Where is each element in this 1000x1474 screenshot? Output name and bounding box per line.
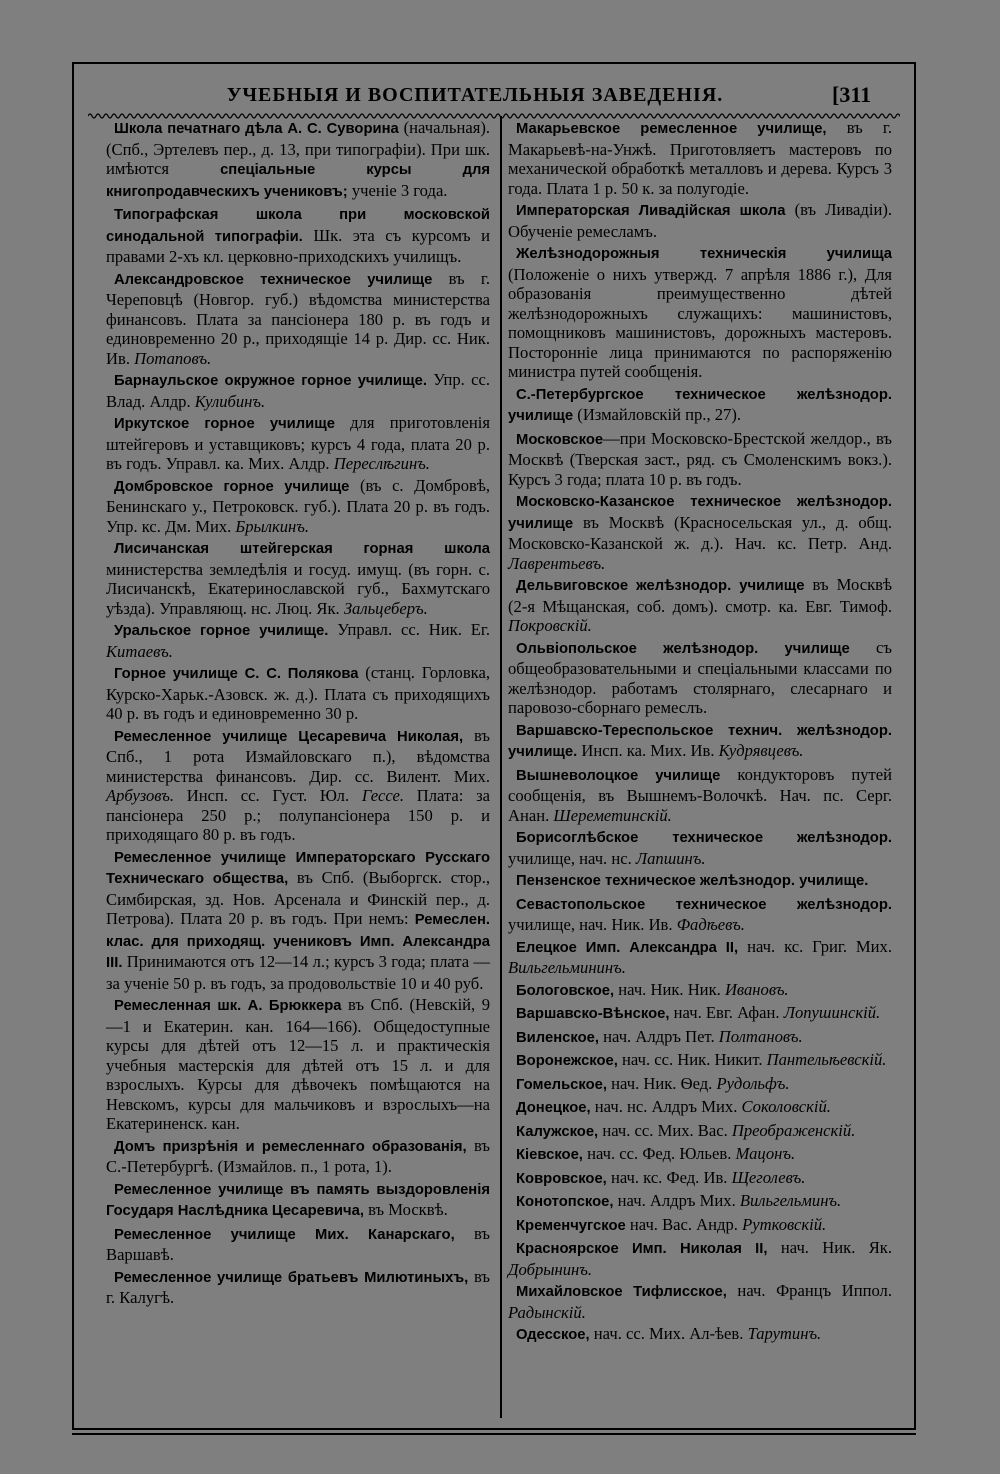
entry-text: (въ Ливадіи). Обученіе ремесламъ. (508, 200, 892, 241)
entry-surname: Ивановъ. (724, 979, 789, 999)
column-divider (500, 116, 502, 1418)
entry-name: Кременчугское (516, 1217, 626, 1234)
entry-surname: Покровскій. (508, 616, 592, 635)
entry-name: Михайловское Тифлисское, (516, 1284, 727, 1300)
entry (106, 726, 490, 845)
entry-name: Донецкое, (516, 1100, 591, 1116)
entry-surname: Гессе. (361, 786, 404, 805)
entry-surname: Потаповъ. (134, 348, 212, 368)
entry (106, 847, 490, 994)
entry-surname: Кулибинъ. (194, 391, 266, 411)
entry (508, 765, 892, 826)
entry (508, 118, 892, 198)
entry (508, 1215, 892, 1237)
entry-surname: Мацонъ. (735, 1144, 796, 1163)
entry (106, 1136, 490, 1177)
entry-surname: Соколовскій. (741, 1097, 831, 1116)
entry (508, 1168, 892, 1190)
entry-name: Калужское, (516, 1123, 599, 1140)
entry-text: нач. Ник. Як. (767, 1238, 892, 1257)
entry-text: въ Москвѣ. (363, 1200, 448, 1219)
entry-name: Ремесленное училище Мих. Канарскаго, (114, 1226, 455, 1243)
entry-name: Макарьевское ремесленное училище, (516, 121, 827, 137)
entry-name: Кіевское, (516, 1147, 583, 1163)
entry (508, 1050, 892, 1072)
entry-surname: Пантельѣевскій. (766, 1050, 887, 1069)
entry-text: нач. Алдръ Пет. (598, 1026, 719, 1046)
entry (106, 413, 490, 474)
entry-text: Управл. сс. Ник. Ег. (328, 620, 490, 639)
entry-text: нач. Алдръ Мих. (613, 1191, 740, 1210)
entry-text: въ г. Макарьевѣ-на-Унжѣ. Приготовляетъ мастеровъ по механической обработкѣ металловъ и дерева. Курсъ 3 года. Плата 1 р. 50 к. за полугодіе. (508, 118, 892, 198)
entry (508, 827, 892, 868)
entry-name: Конотопское, (516, 1194, 614, 1210)
entry (508, 1238, 892, 1279)
entry-text: нач. Францъ Иппол. (726, 1281, 892, 1300)
entry-name: Ковровское, (516, 1170, 607, 1187)
entry-surname: Радынскій. (508, 1302, 586, 1322)
entry-name: Гомельское, (516, 1076, 607, 1093)
entry (508, 429, 892, 490)
entry-name: Борисоглѣбское техническое желѣзнодор. (516, 830, 892, 846)
entry-text: въ С.-Петербургѣ. (Измайлов. п., 1 рота, 1). (106, 1135, 490, 1176)
entry (106, 118, 490, 202)
entry-name: Одесское, (516, 1327, 590, 1343)
entry (508, 575, 892, 636)
entry (106, 1179, 490, 1222)
entry-surname: Добрынинъ. (508, 1259, 593, 1279)
entry-text: (въ с. Домбровѣ, Бенинскаго у., Петроковск. губ.). Плата 20 р. въ годъ. Упр. кс. Дм. Мих. (106, 475, 490, 536)
entry-text: нач. кс. Григ. Мих. (738, 936, 893, 956)
entry-name: Ремесленное училище въ память выздоровленія Государя Наслѣдника Цесаревича, (106, 1181, 490, 1219)
entry (508, 1144, 892, 1166)
entry-surname: Китаевъ. (106, 641, 173, 661)
entry-text: въ Спб. (Невскій, 9—1 и Екатерин. кан. 164—166). Общедоступные курсы для дѣтей отъ 12—15 л. и практическія учебныя мастерскія для дѣтей отъ 15 л. и для взрослыхъ. Курсы для дѣвочекъ помѣщаются на Невскомъ, курсы для мальчиковъ и взрослыхъ—на Екатериненск. кан. (106, 995, 490, 1133)
entry-text: кондукторовъ путей сообщенія, въ Вышнемъ-Волочкѣ. Нач. пс. Серг. Анан. (508, 764, 892, 825)
entry-name: Московское (516, 431, 604, 448)
entry-text: училище, нач. нс. (508, 848, 636, 868)
page-number: [311 (832, 82, 872, 107)
entry-text: Упр. сс. Влад. Алдр. (106, 370, 490, 411)
entry-name: С.-Петербургское техническое желѣзнодор. училище (508, 386, 892, 424)
entry-surname: Вильгельмининъ. (508, 958, 626, 977)
entry (106, 1267, 490, 1308)
entry (508, 1191, 892, 1213)
entry (508, 200, 892, 241)
entry-text: нач. нс. Алдръ Мих. (590, 1097, 742, 1116)
entry (508, 638, 892, 718)
entry-text: въ Москвѣ (2-я Мѣщанская, соб. домъ). смотр. ка. Евг. Тимоф. (508, 575, 892, 616)
entry-text: нач. Ник. Ѳед. (607, 1073, 717, 1093)
entry (106, 269, 490, 369)
entry-surname: Щеголевъ. (731, 1167, 806, 1187)
entry-name: Дельвиговское желѣзнодор. училище (516, 578, 805, 594)
entry-surname: Лаврентьевъ. (508, 553, 606, 573)
entry (508, 1074, 892, 1096)
entry-name: Желѣзнодорожныя техническія училища (516, 246, 892, 262)
entry-surname: Арбузовъ. (106, 786, 175, 805)
entry (106, 620, 490, 661)
entry (508, 1027, 892, 1049)
entry-text: для приготовленія штейгеровъ и уставщиковъ; курсъ 4 года, плата 20 р. въ годъ. Управл. ка. Мих. Алдр. (106, 413, 490, 473)
entry-text: Инсп. сс. Густ. Юл. (174, 786, 362, 805)
entry-name: спеціальные курсы для книгопродавческихъ учениковъ; (106, 162, 491, 200)
entry-name: Александровское техническое училище (114, 271, 433, 288)
entry-text: (станц. Горловка, Курско-Харьк.-Азовск. ж. д.). Плата съ приходящихъ 40 р. въ годъ и единовременно 30 р. (106, 663, 490, 723)
entry-text: (Измайловскій пр., 27). (573, 405, 742, 424)
entry-name: Варшавско-Тереспольское технич. желѣзнодор. училище. (508, 722, 892, 760)
entry (106, 476, 490, 537)
entry (508, 870, 892, 892)
entry-surname: Рудольфъ. (716, 1073, 790, 1093)
entry (508, 1324, 892, 1346)
entry-text: въ Москвѣ (Красносельская ул., д. общ. Московско-Казанской ж. д.). Нач. кс. Петр. Анд. (508, 512, 892, 553)
bottom-rule (72, 1433, 916, 1435)
entry-text: (начальная). (Спб., Эртелевъ пер., д. 13, при типографіи). При шк. имѣются (106, 118, 491, 178)
entry-name: Домъ призрѣнія и ремесленнаго образованія, (114, 1138, 467, 1155)
entry-name: Ремесленная шк. А. Брюккера (114, 998, 342, 1014)
entry-text: —при Московско-Брестской желдор., въ Москвѣ (Тверская заст., ряд. съ Смоленскимъ вокз.). Курсъ 3 года; плата 10 р. въ годъ. (508, 428, 892, 489)
entry (508, 894, 892, 935)
entry-surname: Переслѣгинъ. (333, 454, 430, 473)
entry-name: Севастопольское техническое желѣзнодор. (516, 896, 892, 913)
entry-surname: Лопушинскій. (783, 1003, 881, 1022)
entry (508, 937, 892, 978)
entry-text: нач. сс. Ник. Никит. (617, 1050, 767, 1069)
entry-name: Пензенское техническое желѣзнодор. училище. (516, 873, 869, 889)
entry-text: нач. Ник. Ник. (614, 979, 725, 999)
entry-text: нач. сс. Фед. Юльев. (582, 1144, 736, 1163)
entry (508, 1097, 892, 1119)
entry-text: въ г. Череповцѣ (Новгор. губ.) вѣдомства министерства финансовъ. Плата за пансіонера 180 р. въ годъ и единовременно 20 р., приходящіе 14 р. Дир. сс. Ник. Ив. (106, 268, 490, 368)
entry-name: Императорская Ливадійская школа (516, 203, 786, 219)
running-header: УЧЕБНЫЯ И ВОСПИТАТЕЛЬНЫЯ ЗАВЕДЕНІЯ. (226, 84, 724, 106)
entry-text: нач. сс. Мих. Вас. (598, 1120, 732, 1140)
entry-text: нач. Евг. Афан. (669, 1003, 784, 1022)
entry-name: Ремесленное училище Цесаревича Николая, (114, 728, 464, 745)
entry (508, 243, 892, 382)
entry-text: въ г. Калугѣ. (106, 1266, 490, 1307)
entry (106, 995, 490, 1134)
entry-text: съ общеобразовательными и спеціальными классами по желѣзнодор. работамъ столярнаго, слесарнаго и паровозо-сборнаго ремеслъ. (508, 637, 892, 717)
entry-surname: Фадѣевъ. (676, 915, 745, 934)
left-column (106, 118, 490, 1310)
entry-surname: Кудрявцевъ. (718, 741, 804, 760)
entry (508, 980, 892, 1002)
entry (508, 491, 892, 573)
entry (106, 204, 490, 267)
entry-text: министерства земледѣлія и госуд. имущ. (въ горн. с. Лисичанскѣ, Екатеринославской губ., Бахмутскаго уѣзда). Управляющ. нс. Люц. Як. (106, 559, 490, 618)
entry-text: нач. сс. Мих. Ал-ѣев. (589, 1324, 748, 1343)
entry-name: Варшавско-Вѣнское, (516, 1006, 670, 1022)
entry-surname: Полтановъ. (718, 1026, 803, 1046)
entry-text: Принимаются отъ 12—14 л.; курсъ 3 года; плата — за ученіе 50 р. въ годъ, за продовольствіе 10 и 40 руб. (106, 952, 490, 993)
entry-surname: Брылкинъ. (235, 516, 310, 536)
entry-surname: Зальцеберъ. (343, 598, 428, 618)
entry (508, 384, 892, 427)
entry (106, 370, 490, 411)
entry-name: Виленское, (516, 1029, 599, 1046)
entry-name: Лисичанская штейгерская горная школа (114, 541, 490, 557)
entry-name: Школа печатнаго дѣла А. С. Суворина (114, 121, 399, 137)
entry (106, 1224, 490, 1265)
entry-text: нач. кс. Фед. Ив. (606, 1167, 732, 1187)
entry (508, 1003, 892, 1025)
entry-surname: Вильгельминъ. (739, 1191, 842, 1210)
entry-text: въ Варшавѣ. (106, 1223, 491, 1264)
entry-surname: Лапшинъ. (635, 848, 706, 868)
entry-name: Елецкое Имп. Александра II, (516, 939, 739, 956)
entry-surname: Шереметинскій. (553, 805, 672, 825)
entry-name: Горное училище С. С. Полякова (114, 666, 359, 682)
entry-text: Шк. эта съ курсомъ и правами 2-хъ кл. церковно-приходскихъ училищъ. (106, 225, 490, 266)
entry-text: (Положеніе о нихъ утвержд. 7 апрѣля 1886 г.), Для образованія преимущественно дѣтей желѣзнодорожныхъ служащихъ: машинистовъ, помощниковъ машинистовъ, дорожныхъ мастеровъ. Посторонніе лица принимаются по распоряженію министра путей сообщенія. (508, 264, 892, 381)
entry-name: Ремесленное училище братьевъ Милютиныхъ, (114, 1269, 469, 1286)
entry-name: Вышневолоцкое училище (516, 767, 721, 784)
entry-surname: Преображенскій. (731, 1120, 856, 1140)
entry (508, 1281, 892, 1322)
entry-name: Красноярское Имп. Николая II, (516, 1241, 768, 1257)
entry-name: Уральское горное училище. (114, 623, 329, 639)
entry-name: Воронежское, (516, 1053, 618, 1069)
entry (106, 663, 490, 724)
entry-text: нач. Вас. Андр. (625, 1214, 743, 1234)
entry-surname: Тарутинъ. (747, 1324, 822, 1343)
entry-text: въ Спб., 1 рота Измайловскаго п.), вѣдомства министерства финансовъ. Дир. сс. Вилент. Мих. (106, 725, 490, 786)
entry-name: Барнаульское окружное горное училище. (114, 373, 427, 389)
entry-text: въ Спб. (Выборгск. стор., Симбирская, зд. Нов. Арсенала и Финскій пер., д. Петрова). Плата 20 р. въ годъ. При немъ: (106, 868, 490, 928)
entry (106, 538, 490, 618)
entry-text: Инсп. ка. Мих. Ив. (577, 741, 719, 760)
entry-name: Иркутское горное училище (114, 416, 335, 432)
entry-name: Типографская школа при московской синодальной типографіи. (106, 207, 490, 245)
entry-name: Ремесленное училище Императорскаго Русскаго Техническаго общества, (106, 849, 490, 887)
entry (508, 720, 892, 763)
entry (508, 1121, 892, 1143)
entry-text: ученіе 3 года. (347, 180, 448, 200)
entry-surname: Рутковскій. (742, 1214, 827, 1234)
entry-name: Ремеслен. клас. для приходящ. учениковъ Имп. Александра III. (106, 912, 490, 971)
entry-name: Ольвіопольское желѣзнодор. училище (516, 640, 850, 657)
entry-text: Плата: за пансіонера 250 р.; полупансіонера 150 р. и приходящаго 80 р. въ годъ. (106, 786, 490, 844)
right-column (508, 118, 892, 1348)
entry-text: училище, нач. Ник. Ив. (508, 915, 677, 934)
entry-name: Домбровское горное училище (114, 478, 350, 495)
entry-name: Московско-Казанское техническое желѣзнодор. училище (508, 494, 892, 532)
entry-name: Бологовское, (516, 982, 615, 999)
